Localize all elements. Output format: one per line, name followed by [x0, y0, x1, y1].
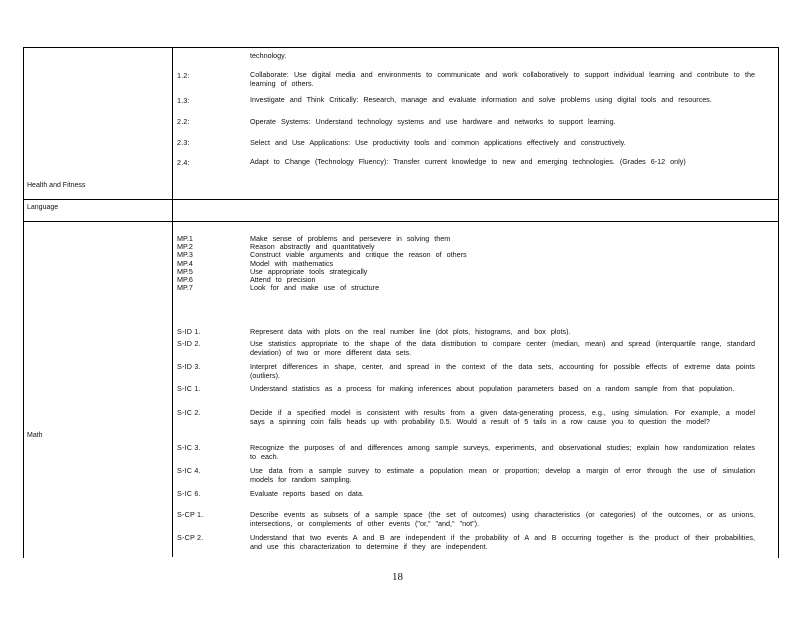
mp-code: MP.2: [177, 242, 193, 252]
mp-text: Model with mathematics: [250, 258, 334, 268]
stat-text: Use data from a sample survey to estimate a population mean or proportion; develop a margin of error through the use of simulation models for random sampling.: [250, 466, 755, 485]
stat-code: S-IC 1.: [177, 384, 201, 393]
standard-text: Select and Use Applications: Use productivity tools and common applications effectively and constructively.: [250, 138, 626, 147]
standard-code: 2.4:: [177, 158, 190, 167]
mp-codes: [177, 235, 193, 292]
mp-text: Look for and make use of structure: [250, 283, 380, 293]
stat-code: S-CP 1.: [177, 510, 204, 519]
mp-text: Reason abstractly and quantitatively: [250, 242, 375, 252]
page-number: 18: [392, 571, 403, 583]
row-divider-language: [23, 221, 778, 222]
stat-code: S-ID 1.: [177, 327, 201, 336]
mp-texts: [250, 235, 467, 292]
subject-language: Language: [27, 204, 59, 211]
stat-text: Recognize the purposes of and differences among sample surveys, experiments, and observational studies; explain how randomization relates to each.: [250, 443, 755, 462]
mp-text: Make sense of problems and persevere in solving them: [250, 234, 451, 243]
stat-code: S-IC 2.: [177, 408, 201, 417]
mp-code: MP.7: [177, 283, 193, 293]
row-divider-health: [23, 199, 778, 200]
standard-code: 2.2:: [177, 117, 190, 126]
standard-text: Collaborate: Use digital media and environments to communicate and work collaboratively to support individual learning and contribute to the learning of others.: [250, 70, 755, 89]
mp-code: MP.5: [177, 266, 193, 276]
mp-text: Construct viable arguments and critique the reason of others: [250, 250, 467, 260]
standard-text: Investigate and Think Critically: Research, manage and evaluate information and solve problems using digital tools and resources.: [250, 95, 712, 104]
standard-code: 1.3:: [177, 96, 190, 105]
standard-text: Adapt to Change (Technology Fluency): Transfer current knowledge to new and emerging technologies. (Grades 6-12 only): [250, 157, 686, 166]
stat-code: S-ID 3.: [177, 362, 201, 371]
stat-text: Use statistics appropriate to the shape of the data distribution to compare center (median, mean) and spread (interquartile range, standard deviation) of two or more different data sets.: [250, 339, 755, 358]
stat-code: S-IC 4.: [177, 466, 201, 475]
stat-code: S-ID 2.: [177, 339, 201, 348]
mp-code: MP.1: [177, 234, 193, 243]
stat-text: Understand statistics as a process for making inferences about population parameters based on a random sample from that population.: [250, 384, 735, 393]
stat-text: Interpret differences in shape, center, and spread in the context of the data sets, accounting for possible effects of extreme data points (outliers).: [250, 362, 755, 381]
stat-text: Represent data with plots on the real number line (dot plots, histograms, and box plots).: [250, 327, 571, 336]
stat-text: Decide if a specified model is consistent with results from a given data-generating process, e.g., using simulation. For example, a model says a spinning coin falls heads up with probability 0.5. Would a result of 5 tails in a row cause you to question the model?: [250, 408, 755, 427]
standard-text: Operate Systems: Understand technology systems and use hardware and networks to support learning.: [250, 117, 616, 126]
mp-text: Use appropriate tools strategically: [250, 266, 368, 276]
standard-code: 2.3:: [177, 138, 190, 147]
stat-code: S-IC 3.: [177, 443, 201, 452]
stat-code: S-IC 6.: [177, 489, 201, 498]
column-divider: [172, 47, 173, 557]
mp-code: MP.6: [177, 275, 193, 285]
continued-line: technology.: [250, 51, 287, 60]
mp-code: MP.3: [177, 250, 193, 260]
stat-text: Describe events as subsets of a sample space (the set of outcomes) using characteristics (or categories) of the outcomes, or as unions, intersections, or complements of other events ("or," "and," "not").: [250, 510, 755, 529]
standard-code: 1.2:: [177, 71, 190, 80]
mp-text: Attend to precision: [250, 275, 316, 285]
mp-code: MP.4: [177, 258, 193, 268]
stat-code: S-CP 2.: [177, 533, 204, 542]
stat-text: Evaluate reports based on data.: [250, 489, 364, 498]
stat-text: Understand that two events A and B are independent if the probability of A and B occurring together is the product of their probabilities, and use this characterization to determine if they are independent.: [250, 533, 755, 552]
subject-health: Health and Fitness: [27, 182, 86, 189]
subject-math: Math: [27, 432, 43, 439]
